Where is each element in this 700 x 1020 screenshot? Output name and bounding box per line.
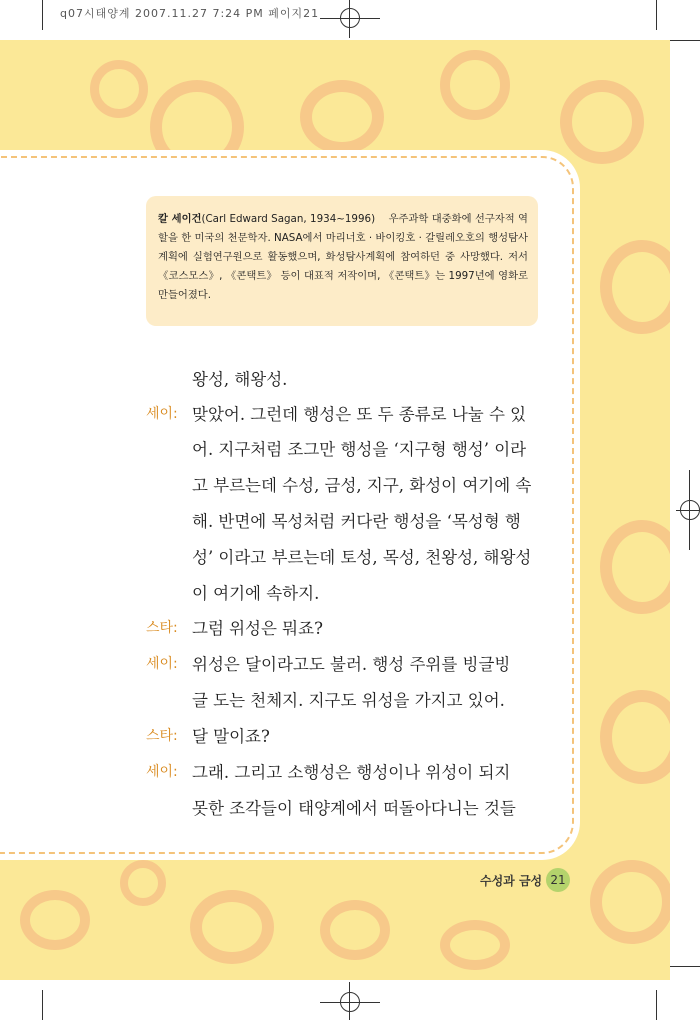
crop-mark xyxy=(42,990,43,1020)
dialogue-line: 달 말이죠? xyxy=(192,727,270,746)
swirl-decoration xyxy=(120,860,166,906)
swirl-decoration xyxy=(560,80,644,164)
dialogue-line: 성’ 이라고 부르는데 토성, 목성, 천왕성, 해왕성 xyxy=(192,548,532,567)
registration-line xyxy=(349,0,350,38)
swirl-decoration xyxy=(600,690,670,784)
swirl-decoration xyxy=(590,860,670,944)
dialogue-line: 그럼 위성은 뭐죠? xyxy=(192,619,323,638)
registration-line xyxy=(689,470,690,550)
dialogue-line: 해. 반면에 목성처럼 커다란 행성을 ‘목성형 행 xyxy=(192,512,521,531)
swirl-decoration xyxy=(20,890,90,950)
dialogue-line: 글 도는 천체지. 지구도 위성을 가지고 있어. xyxy=(192,691,505,710)
info-detail: (Carl Edward Sagan, 1934~1996) xyxy=(201,213,376,225)
crop-mark xyxy=(670,966,700,967)
speaker-label: 세이: xyxy=(146,406,178,422)
speaker-label: 세이: xyxy=(146,764,178,780)
print-slug: q07시태양계 2007.11.27 7:24 PM 페이지21 xyxy=(60,7,320,20)
registration-line xyxy=(320,18,380,19)
crop-mark xyxy=(656,990,657,1020)
info-name: 칼 세이건 xyxy=(158,213,202,225)
dialogue-line: 어. 지구처럼 조그만 행성을 ‘지구형 행성’ 이라 xyxy=(192,440,527,459)
swirl-decoration xyxy=(440,50,510,120)
crop-mark xyxy=(656,0,657,30)
crop-mark xyxy=(670,40,700,41)
crop-mark xyxy=(42,0,43,30)
dialogue-line: 못한 조각들이 태양계에서 떠돌아다니는 것들 xyxy=(192,799,516,818)
swirl-decoration xyxy=(190,890,274,964)
speaker-label: 세이: xyxy=(146,656,178,672)
swirl-decoration xyxy=(600,240,670,334)
registration-line xyxy=(676,510,700,511)
info-body: 우주과학 대중화에 선구자적 역할을 한 미국의 천문학자. NASA에서 마리너호 · 바이킹호 · 갈릴레오호의 행성탐사 계획에 실험연구원으로 활동했으며, 화성탐사계획에 참여하던 중 사망했다. 저서 《코스모스》, 《콘택트》 등이 대표적 저작이며, 《콘택트》는 1997년에 영화로 만들어졌다. xyxy=(158,213,528,301)
dialogue-line: 이 여기에 속하지. xyxy=(192,584,320,603)
registration-line xyxy=(349,982,350,1020)
swirl-decoration xyxy=(440,920,510,970)
dialogue-line: 그래. 그리고 소행성은 행성이나 위성이 되지 xyxy=(192,763,511,782)
swirl-decoration xyxy=(320,900,390,960)
dialogue-line: 위성은 달이라고도 불러. 행성 주위를 빙글빙 xyxy=(192,655,511,674)
speaker-label: 스타: xyxy=(146,728,178,744)
dialogue-line: 고 부르는데 수성, 금성, 지구, 화성이 여기에 속 xyxy=(192,476,532,495)
page-number: 21 xyxy=(546,868,570,892)
speaker-label: 스타: xyxy=(146,620,178,636)
swirl-decoration xyxy=(600,520,670,614)
registration-line xyxy=(320,1002,380,1003)
swirl-decoration xyxy=(300,80,384,154)
info-text xyxy=(158,210,528,305)
dialogue-line: 맞았어. 그런데 행성은 또 두 종류로 나눌 수 있 xyxy=(192,405,527,424)
chapter-title: 수성과 금성 xyxy=(480,874,543,888)
dialogue-line: 왕성, 해왕성. xyxy=(192,370,288,389)
swirl-decoration xyxy=(90,60,148,118)
